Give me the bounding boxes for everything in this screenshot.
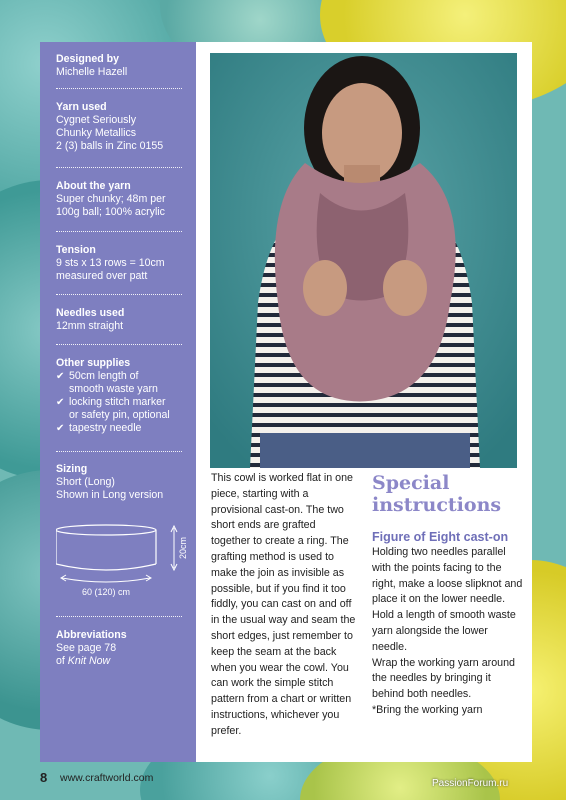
- supply-line: tapestry needle: [69, 422, 142, 434]
- instructions-column: [372, 472, 524, 719]
- instruction-paragraph: Hold a length of smooth waste yarn alongside the lower needle.: [372, 609, 516, 653]
- figure-eight-heading: Figure of Eight cast-on: [372, 530, 509, 544]
- yarn-line: 2 (3) balls in Zinc 0155: [56, 140, 164, 152]
- pattern-info-sidebar: [40, 42, 196, 762]
- divider: [56, 451, 182, 452]
- designed-by-heading: Designed by: [56, 53, 119, 65]
- tension-line: 9 sts x 13 rows = 10cm: [56, 257, 165, 269]
- divider: [56, 167, 182, 168]
- supply-line: or safety pin, optional: [69, 409, 170, 421]
- about-yarn-line: 100g ball; 100% acrylic: [56, 206, 165, 218]
- sizing-heading: Sizing: [56, 463, 88, 475]
- needles-heading: Needles used: [56, 307, 125, 319]
- yarn-line: Cygnet Seriously: [56, 114, 137, 126]
- supply-item: [56, 396, 182, 422]
- abbreviations-section: [56, 629, 182, 668]
- abbreviations-line: [56, 655, 182, 668]
- divider: [56, 294, 182, 295]
- sizing-line: Shown in Long version: [56, 489, 164, 501]
- designer-name: Michelle Hazell: [56, 66, 128, 78]
- tension-heading: Tension: [56, 244, 96, 256]
- needles-section: [56, 307, 182, 333]
- yarn-used-heading: Yarn used: [56, 101, 107, 113]
- yarn-line: Chunky Metallics: [56, 127, 137, 139]
- intro-text: This cowl is worked flat in one piece, starting with a provisional cast-on. The two short ends are grafted together to create a ring. The grafting method is used to make the join as invisible as possible, but if you find it too fiddly, you can cast on and off in the usual way and seam the short edges, just remember to keep the seam at the back when you wear the cowl. You can work the simple stitch pattern from a chart or written instructions, whichever you prefer.: [211, 472, 356, 737]
- other-supplies-section: [56, 357, 182, 435]
- cowl-size-diagram: [56, 520, 206, 600]
- height-label: 20cm: [178, 536, 188, 560]
- sizing-section: [56, 463, 182, 502]
- designed-by-section: [56, 53, 182, 79]
- yarn-used-section: [56, 101, 182, 153]
- supply-line: smooth waste yarn: [69, 383, 158, 395]
- needles-text: 12mm straight: [56, 320, 124, 332]
- sizing-line: Short (Long): [56, 476, 115, 488]
- instruction-paragraph: Wrap the working yarn around the needles by bringing it behind both needles.: [372, 656, 515, 701]
- supply-line: locking stitch marker: [69, 396, 166, 408]
- title-line: Special: [372, 472, 450, 494]
- instruction-paragraph: *Bring the working yarn: [372, 703, 483, 716]
- divider: [56, 231, 182, 232]
- abbreviations-heading: Abbreviations: [56, 629, 127, 641]
- abbreviations-of: of: [56, 655, 68, 667]
- divider: [56, 88, 182, 89]
- website-url: www.craftworld.com: [60, 772, 154, 784]
- supply-item: [56, 370, 182, 396]
- magazine-name: Knit Now: [67, 655, 111, 667]
- page-number: 8: [40, 770, 48, 785]
- special-instructions-title: [372, 472, 524, 516]
- title-line: instructions: [372, 494, 502, 516]
- model-wearing-cowl-photo: [210, 53, 517, 468]
- divider: [56, 344, 182, 345]
- about-yarn-section: [56, 180, 182, 219]
- about-yarn-heading: About the yarn: [56, 180, 131, 192]
- divider: [56, 616, 182, 617]
- supply-item: [56, 422, 182, 435]
- watermark: PassionForum.ru: [432, 778, 509, 789]
- tension-line: measured over patt: [56, 270, 148, 282]
- about-yarn-line: Super chunky; 48m per: [56, 193, 166, 205]
- instruction-paragraph: Holding two needles parallel with the points facing to the right, make a loose slipknot and place it on the lower needle.: [372, 546, 523, 606]
- supply-line: 50cm length of: [69, 370, 139, 382]
- abbreviations-line: See page 78: [56, 642, 117, 654]
- width-label: 60 (120) cm: [81, 587, 131, 597]
- tension-section: [56, 244, 182, 283]
- other-supplies-heading: Other supplies: [56, 357, 131, 369]
